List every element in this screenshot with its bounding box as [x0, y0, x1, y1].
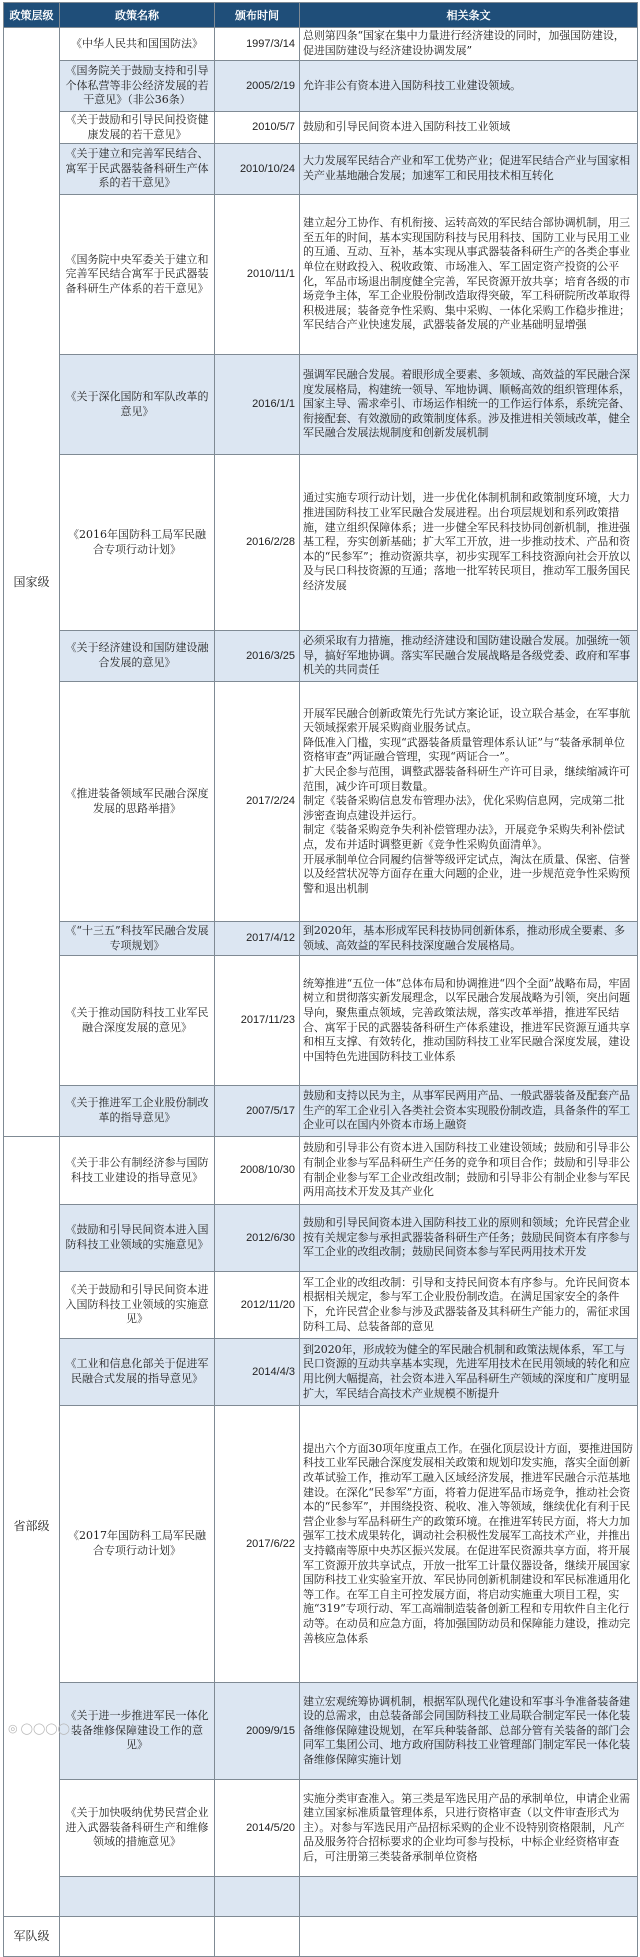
table-row	[4, 1683, 638, 1780]
policy-name-cell: 《2016年国防科工局军民融合专项行动计划》	[60, 455, 215, 631]
policy-text-cell: 总则第四条“国家在集中力量进行经济建设的同时，加强国防建设，促进国防建设与经济建设协调发展”	[300, 28, 638, 61]
policy-text-cell: 到2020年，基本形成军民科技协同创新体系，推动形成全要素、多领域、高效益的军民科技深度融合发展格局。	[300, 922, 638, 956]
policy-date-cell: 2010/10/24	[215, 144, 300, 195]
policy-text-cell: 强调军民融合发展。着眼形成全要素、多领域、高效益的军民融合深度发展格局，构建统一领导、军地协调、顺畅高效的组织管理体系，国家主导、需求牵引、市场运作相统一的工作运行体系，系统完备、衔接配套、有效激励的政策制度体系。涉及推进相关领域改革，健全军民融合发展法规制度和创新发展机制	[300, 355, 638, 455]
table-row	[4, 1086, 638, 1137]
policy-date-cell: 2012/11/20	[215, 1272, 300, 1339]
policy-date-cell: 2016/3/25	[215, 631, 300, 682]
header-name: 政策名称	[60, 3, 215, 28]
policy-name-cell: 《推进装备领域军民融合深度发展的思路举措》	[60, 682, 215, 922]
policy-text-cell: 鼓励和引导民间资本进入国防科技工业领域	[300, 112, 638, 144]
policy-table	[3, 2, 638, 1957]
policy-text-cell: 必须采取有力措施，推动经济建设和国防建设融合发展。加强统一领导，搞好军地协调。落实军民融合发展战略是各级党委、政府和军事机关的共同责任	[300, 631, 638, 682]
policy-name-cell: 《关于加快吸纳优势民营企业进入武器装备科研生产和维修领域的措施意见》	[60, 1780, 215, 1877]
policy-date-cell: 2008/10/30	[215, 1137, 300, 1205]
table-row	[4, 355, 638, 455]
policy-name-cell: 《关于建立和完善军民结合、寓军于民武器装备科研生产体系的若干意见》	[60, 144, 215, 195]
table-row	[4, 1877, 638, 1917]
policy-text-cell: 提出六个方面30项年度重点工作。在强化顶层设计方面，要推进国防科技工业军民融合深度发展相关政策和规划印发实施，落实全面创新改革试验工作，推动军工融入区域经济发展，推进军民融合示范基地建设。在深化“民参军”方面，将着力促进军品市场竞争，推动社会资本的“民参军”，并围绕投资、税收、准入等领域，继续优化有利于民营企业参与军品科研生产的政策环境。在推进军转民方面，将大力加强军工技术成果转化，调动社会积极性发展军工高技术产业，并推出支持赣南等原中央苏区振兴发展。在促进军民资源共享方面，将开展军工资源开放共享试点，开放一批军工计量仪器设备，继续开展国家国防科技工业实验室开放、军民协同创新机制建设和军民标准通用化等工作。在军工自主可控发展方面，将启动实施重大项目工程，实施“319”专项行动、军工高端制造装备创新工程和专用软件自主化行动等。在动员和应急方面，将加强国防动员和保障能力建设，推动完善核应急体系	[300, 1406, 638, 1683]
policy-date-cell: 2017/11/23	[215, 956, 300, 1086]
header-date: 颁布时间	[215, 3, 300, 28]
table-row	[4, 455, 638, 631]
policy-name-cell: 《中华人民共和国国防法》	[60, 28, 215, 61]
policy-date-cell: 2007/5/17	[215, 1086, 300, 1137]
table-row	[4, 1137, 638, 1205]
policy-level-cell: 国家级	[4, 28, 60, 1137]
table-row	[4, 682, 638, 922]
policy-date-cell: 2017/2/24	[215, 682, 300, 922]
table-row	[4, 195, 638, 355]
policy-name-cell: 《鼓励和引导民间资本进入国防科技工业领域的实施意见》	[60, 1205, 215, 1272]
policy-name-cell: 《关于进一步推进军民一体化装备维修保障建设工作的意见》	[60, 1683, 215, 1780]
policy-name-cell: 《关于鼓励和引导民间投资健康发展的若干意见》	[60, 112, 215, 144]
policy-text-cell: 建立起分工协作、有机衔接、运转高效的军民结合部协调机制，用三至五年的时间，基本实现国防科技与民用科技、国防工业与民用工业的互通、互动、互补，基本实现从事武器装备科研生产的各类企事业单位在财政投入、税收政策、市场准入、军工固定资产投资的公平化，军品市场退出制度健全完善，军民资源开放共享；培育各级的市场竞争主体，军工企业股份制改造取得突破，军工科研院所改革取得积极进展；装备竞争性采购、集中采购、一体化采购工作稳步推进；军民结合产业快速发展，武器装备发展的产业基础明显增强	[300, 195, 638, 355]
table-header-row	[4, 3, 638, 28]
watermark-logo: ◎ ◯◯◯◯	[8, 1723, 70, 1735]
policy-date-cell: 2010/5/7	[215, 112, 300, 144]
table-row	[4, 1205, 638, 1272]
policy-date-cell: 2016/1/1	[215, 355, 300, 455]
policy-level-cell: 军队级	[4, 1917, 60, 1957]
policy-date-cell: 2016/2/28	[215, 455, 300, 631]
policy-text-cell: 军工企业的改组改制：引导和支持民间资本有序参与。允许民间资本根据相关规定，参与军工企业股份制改造。在满足国家安全的条件下，允许民营企业参与涉及武器装备及其科研生产能力的，需征求国防科工局、总装备部的意见	[300, 1272, 638, 1339]
policy-date-cell: 2017/4/12	[215, 922, 300, 956]
policy-name-cell: 《关于推动国防科技工业军民融合深度发展的意见》	[60, 956, 215, 1086]
policy-name-cell: 《关于推进军工企业股份制改革的指导意见》	[60, 1086, 215, 1137]
policy-text-cell	[300, 1877, 638, 1917]
policy-date-cell: 1997/3/14	[215, 28, 300, 61]
policy-text-cell: 大力发展军民结合产业和军工优势产业；促进军民结合产业与国家相关产业基地融合发展；加速军工和民用技术相互转化	[300, 144, 638, 195]
policy-text-cell	[300, 1917, 638, 1957]
table-row	[4, 28, 638, 61]
policy-text-cell: 鼓励和引导非公有资本进入国防科技工业建设领域；鼓励和引导非公有制企业参与军品科研生产任务的竞争和项目合作；鼓励和引导非公有制企业参与军工企业改组改制；鼓励和引导非公有制企业参与军民两用高技术开发及其产业化	[300, 1137, 638, 1205]
policy-name-cell: 《工业和信息化部关于促进军民融合式发展的指导意见》	[60, 1339, 215, 1406]
policy-date-cell: 2014/4/3	[215, 1339, 300, 1406]
table-row	[4, 956, 638, 1086]
policy-text-cell: 实施分类审查准入。第三类是军选民用产品的承制单位，申请企业需建立国家标准质量管理体系，只进行资格审查（以文件审查形式为主）。对参与军选民用产品招标采购的企业不设特别资格限制，凡产品及服务符合招标要求的企业均可参与投标，中标企业经资格审查后，可注册第三类装备承制单位资格	[300, 1780, 638, 1877]
policy-name-cell: 《关于经济建设和国防建设融合发展的意见》	[60, 631, 215, 682]
policy-date-cell: 2005/2/19	[215, 61, 300, 112]
policy-level-cell: 省部级	[4, 1137, 60, 1917]
policy-text-cell: 鼓励和支持以民为主，从事军民两用产品、一般武器装备及配套产品生产的军工企业引入各类社会资本实现股份制改造，具备条件的军工企业可以在国内外资本市场上融资	[300, 1086, 638, 1137]
policy-text-cell: 通过实施专项行动计划，进一步优化体制机制和政策制度环境，大力推进国防科技工业军民融合发展进程。出台项层规划和系列政策措施，建立组织保障体系；进一步健全军民科技协同创新机制，推进强基工程，夯实创新基础；扩大军工开放，进一步推动技术、产品和资本的“民参军”；推动资源共享，初步实现军工科技资源向社会开放以及与民口科技资源的互通；落地一批军转民项目，推动军工服务国民经济发展	[300, 455, 638, 631]
table-row	[4, 1780, 638, 1877]
policy-date-cell	[215, 1917, 300, 1957]
table-row	[4, 61, 638, 112]
policy-name-cell	[60, 1877, 215, 1917]
table-row	[4, 1272, 638, 1339]
policy-text-cell: 到2020年，形成较为健全的军民融合机制和政策法规体系，军工与民口资源的互动共享基本实现，先进军用技术在民用领域的转化和应用比例大幅提高，社会资本进入军品科研生产领域的深度和广度明显扩大，军民结合高技术产业规模不断提升	[300, 1339, 638, 1406]
policy-text-cell: 允许非公有资本进入国防科技工业建设领域。	[300, 61, 638, 112]
table-row	[4, 631, 638, 682]
policy-name-cell: 《关于非公有制经济参与国防科技工业建设的指导意见》	[60, 1137, 215, 1205]
policy-name-cell: 《国务院中央军委关于建立和完善军民结合寓军于民武器装备科研生产体系的若干意见》	[60, 195, 215, 355]
table-row	[4, 144, 638, 195]
policy-date-cell	[215, 1877, 300, 1917]
policy-text-cell: 开展军民融合创新政策先行先试方案论证，设立联合基金，在军事航天领域探索开展采购商业服务试点。 降低准入门槛，实现“武器装备质量管理体系认证”与“装备承制单位资格审查”两证融合管理，实现“两证合一”。 扩大民企参与范围，调整武器装备科研生产许可目录，继续缩减许可范围，减少许可项目数量。 制定《装备采购信息发布管理办法》，优化采购信息网，完成第二批涉密查询点建设并运行。 制定《装备采购竞争失利补偿管理办法》，开展竞争采购失利补偿试点，发布并适时调整更新《竞争性采购负面清单》。 开展承制单位合同履约信誉等级评定试点，淘汰在质量、保密、信誉以及经营状况等方面存在重大问题的企业，进一步规范竞争性采购预警和退出机制	[300, 682, 638, 922]
table-row	[4, 112, 638, 144]
policy-name-cell: 《2017年国防科工局军民融合专项行动计划》	[60, 1406, 215, 1683]
header-text: 相关条文	[300, 3, 638, 28]
table-row	[4, 922, 638, 956]
table-body	[4, 28, 638, 1957]
policy-name-cell: 《关于深化国防和军队改革的意见》	[60, 355, 215, 455]
policy-name-cell	[60, 1917, 215, 1957]
header-level: 政策层级	[4, 3, 60, 28]
policy-text-cell: 统筹推进“五位一体”总体布局和协调推进“四个全面”战略布局，牢固树立和贯彻落实新发展理念，以军民融合发展战略为引领，突出问题导向，聚焦重点领域，完善政策法规，落实改革举措，推进军民结合、寓军于民的武器装备科研生产体系建设，推进军民资源互通共享和相互支撑、有效转化，推动国防科技工业军民融合深度发展，建设中国特色先进国防科技工业体系	[300, 956, 638, 1086]
policy-date-cell: 2014/5/20	[215, 1780, 300, 1877]
policy-date-cell: 2017/6/22	[215, 1406, 300, 1683]
policy-table-container	[3, 2, 637, 1957]
policy-name-cell: 《“十三五”科技军民融合发展专项规划》	[60, 922, 215, 956]
table-row	[4, 1917, 638, 1957]
policy-text-cell: 建立宏观统筹协调机制，根据军队现代化建设和军事斗争准备装备建设的总需求，由总装备部会同国防科技工业局联合制定军民一体化装备维修保障建设规划，在军兵种装备部、总部分管有关装备的部门会同军工集团公司、地方政府国防科技工业管理部门制定军民一体化装备维修保障实施计划	[300, 1683, 638, 1780]
policy-name-cell: 《关于鼓励和引导民间资本进入国防科技工业领域的实施意见》	[60, 1272, 215, 1339]
policy-name-cell: 《国务院关于鼓励支持和引导个体私营等非公经济发展的若干意见》（非公36条）	[60, 61, 215, 112]
policy-date-cell: 2009/9/15	[215, 1683, 300, 1780]
policy-date-cell: 2010/11/1	[215, 195, 300, 355]
table-row	[4, 1339, 638, 1406]
table-row	[4, 1406, 638, 1683]
policy-text-cell: 鼓励和引导民间资本进入国防科技工业的原则和领域；允许民营企业按有关规定参与承担武器装备科研生产任务；鼓励民间资本有序参与军工企业的改组改制；鼓励民间资本参与军民两用技术开发	[300, 1205, 638, 1272]
policy-date-cell: 2012/6/30	[215, 1205, 300, 1272]
